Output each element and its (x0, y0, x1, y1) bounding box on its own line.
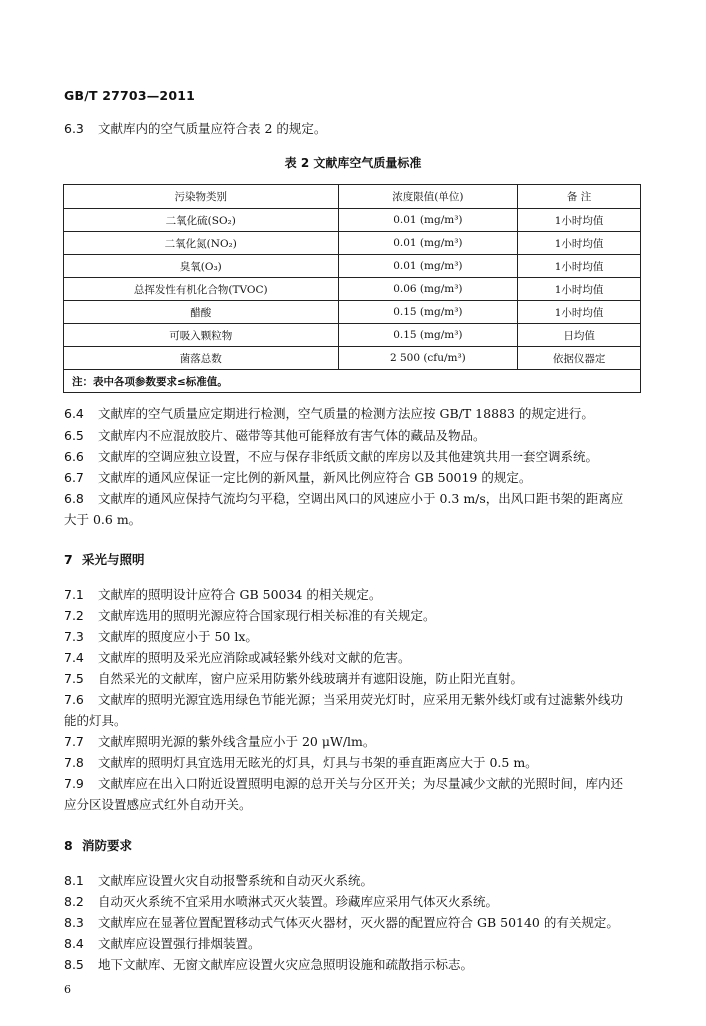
clause-7-9-continuation: 应分区设置感应式红外自动开关。 (64, 797, 252, 812)
column-header-pollutant: 污染物类别 (64, 185, 339, 209)
clause-6-6 (64, 449, 598, 465)
section-heading-8 (64, 836, 132, 854)
table-row (64, 255, 641, 278)
clause-number: 7.8 (64, 755, 84, 770)
clause-7-1 (64, 587, 381, 603)
clause-8-4 (64, 936, 261, 952)
remarks-cell: 1小时均值 (518, 255, 641, 278)
clause-text: 文献库应在出入口附近设置照明电源的总开关与分区开关；为尽量减少文献的光照时间，库内还 (98, 776, 624, 791)
clause-6-8-continuation: 大于 0.6 m。 (64, 512, 142, 527)
limit-cell: 0.06 (mg/m³) (338, 278, 518, 301)
clause-text: 文献库的照明灯具宜选用无眩光的灯具，灯具与书架的垂直距离应大于 0.5 m。 (98, 755, 538, 770)
clause-number: 6.6 (64, 449, 84, 464)
clause-8-1 (64, 873, 373, 889)
clause-8-3 (64, 915, 619, 931)
pollutant-cell: 可吸入颗粒物 (64, 324, 339, 347)
clause-text: 文献库的空气质量应定期进行检测，空气质量的检测方法应按 GB/T 18883 的规定进行。 (98, 406, 594, 421)
clause-number: 6.7 (64, 470, 84, 485)
clause-number: 8.4 (64, 936, 84, 951)
clause-8-5 (64, 957, 473, 973)
clause-7-6-continuation: 能的灯具。 (64, 713, 127, 728)
clause-text: 文献库的空调应独立设置，不应与保存非纸质文献的库房以及其他建筑共用一套空调系统。 (98, 449, 599, 464)
table-row (64, 209, 641, 232)
section-title: 消防要求 (82, 838, 133, 853)
section-number: 8 (64, 838, 73, 853)
clause-number: 6.5 (64, 428, 84, 443)
table-note: 注：表中各项参数要求≤标准值。 (64, 370, 641, 393)
clause-7-2 (64, 608, 436, 624)
clause-number: 8.1 (64, 873, 84, 888)
table-note-row (64, 370, 641, 393)
clause-6-8 (64, 491, 623, 507)
clause-text: 文献库照明光源的紫外线含量应小于 20 μW/lm。 (98, 734, 376, 749)
clause-7-9 (64, 776, 623, 792)
clause-number: 7.7 (64, 734, 84, 749)
pollutant-cell: 醋酸 (64, 301, 339, 324)
clause-text: 文献库的照度应小于 50 lx。 (98, 629, 258, 644)
limit-cell: 0.01 (mg/m³) (338, 232, 518, 255)
clause-text: 自然采光的文献库，窗户应采用防紫外线玻璃并有遮阳设施，防止阳光直射。 (98, 671, 524, 686)
clause-number: 8.5 (64, 957, 84, 972)
clause-text: 文献库的通风应保证一定比例的新风量，新风比例应符合 GB 50019 的规定。 (98, 470, 532, 485)
clause-number: 6.4 (64, 406, 84, 421)
clause-text: 文献库内不应混放胶片、磁带等其他可能释放有害气体的藏品及物品。 (98, 428, 486, 443)
clause-number: 7.2 (64, 608, 84, 623)
remarks-cell: 日均值 (518, 324, 641, 347)
section-number: 7 (64, 552, 73, 567)
clause-number: 7.4 (64, 650, 84, 665)
pollutant-cell: 总挥发性有机化合物(TVOC) (64, 278, 339, 301)
table-title: 表 2 文献库空气质量标准 (284, 156, 422, 170)
air-quality-table (63, 184, 641, 393)
clause-6-3 (64, 121, 326, 137)
clause-number: 7.9 (64, 776, 84, 791)
clause-7-8 (64, 755, 538, 771)
column-header-limit: 浓度限值(单位) (338, 185, 518, 209)
pollutant-cell: 二氧化硫(SO₂) (64, 209, 339, 232)
clause-6-4 (64, 406, 594, 422)
remarks-cell: 1小时均值 (518, 301, 641, 324)
standard-number: GB/T 27703—2011 (64, 88, 196, 103)
clause-number: 6.3 (64, 121, 84, 136)
clause-number: 7.5 (64, 671, 84, 686)
column-header-remarks: 备 注 (518, 185, 641, 209)
limit-cell: 0.15 (mg/m³) (338, 324, 518, 347)
limit-cell: 2 500 (cfu/m³) (338, 347, 518, 370)
pollutant-cell: 二氧化氮(NO₂) (64, 232, 339, 255)
clause-8-2 (64, 894, 498, 910)
limit-cell: 0.15 (mg/m³) (338, 301, 518, 324)
clause-number: 7.1 (64, 587, 84, 602)
clause-7-7 (64, 734, 375, 750)
limit-cell: 0.01 (mg/m³) (338, 255, 518, 278)
clause-number: 7.3 (64, 629, 84, 644)
pollutant-cell: 菌落总数 (64, 347, 339, 370)
remarks-cell: 依据仪器定 (518, 347, 641, 370)
clause-text: 文献库的照明光源宜选用绿色节能光源；当采用荧光灯时，应采用无紫外线灯或有过滤紫外线功 (98, 692, 624, 707)
clause-text: 文献库选用的照明光源应符合国家现行相关标准的有关规定。 (98, 608, 436, 623)
table-row (64, 278, 641, 301)
clause-6-5 (64, 428, 486, 444)
limit-cell: 0.01 (mg/m³) (338, 209, 518, 232)
clause-6-7 (64, 470, 531, 486)
clause-7-3 (64, 629, 258, 645)
section-heading-7 (64, 550, 145, 568)
clause-text: 文献库的通风应保持气流均匀平稳，空调出风口的风速应小于 0.3 m/s，出风口距书架的距离应 (98, 491, 624, 506)
table-row (64, 347, 641, 370)
clause-text: 自动灭火系统不宜采用水喷淋式灭火装置。珍藏库应采用气体灭火系统。 (98, 894, 499, 909)
clause-7-6 (64, 692, 623, 708)
section-title: 采光与照明 (82, 552, 145, 567)
remarks-cell: 1小时均值 (518, 209, 641, 232)
table-row (64, 232, 641, 255)
table-row (64, 301, 641, 324)
clause-text: 文献库应设置强行排烟装置。 (98, 936, 261, 951)
clause-text: 文献库的照明设计应符合 GB 50034 的相关规定。 (98, 587, 382, 602)
remarks-cell: 1小时均值 (518, 278, 641, 301)
clause-7-5 (64, 671, 523, 687)
clause-text: 文献库应在显著位置配置移动式气体灭火器材，灭火器的配置应符合 GB 50140 的有关规定。 (98, 915, 619, 930)
remarks-cell: 1小时均值 (518, 232, 641, 255)
clause-7-4 (64, 650, 411, 666)
clause-text: 文献库应设置火灾自动报警系统和自动灭火系统。 (98, 873, 374, 888)
table-row (64, 324, 641, 347)
clause-text: 文献库的照明及采光应消除或减轻紫外线对文献的危害。 (98, 650, 411, 665)
page-number: 6 (64, 983, 71, 996)
clause-number: 8.3 (64, 915, 84, 930)
pollutant-cell: 臭氧(O₃) (64, 255, 339, 278)
clause-number: 7.6 (64, 692, 84, 707)
clause-number: 8.2 (64, 894, 84, 909)
clause-text: 文献库内的空气质量应符合表 2 的规定。 (98, 121, 327, 136)
clause-text: 地下文献库、无窗文献库应设置火灾应急照明设施和疏散指示标志。 (98, 957, 474, 972)
table-header-row (64, 185, 641, 209)
clause-number: 6.8 (64, 491, 84, 506)
